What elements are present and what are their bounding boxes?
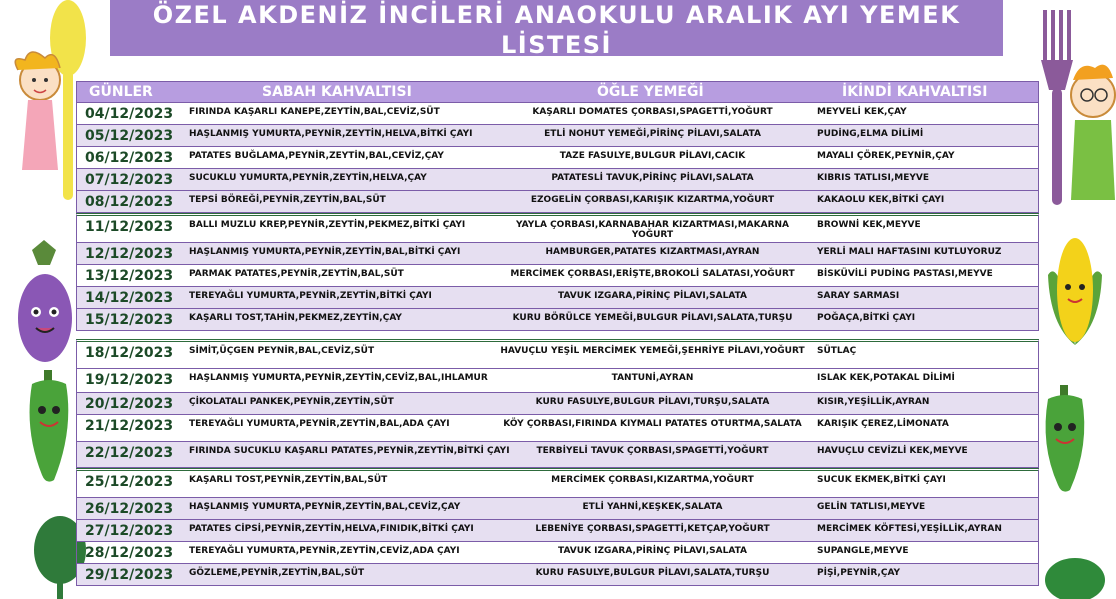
header-lunch: ÖĞLE YEMEĞİ bbox=[597, 84, 704, 100]
breakfast-cell: GÖZLEME,PEYNİR,ZEYTİN,BAL,SÜT bbox=[189, 568, 365, 578]
lunch-cell: TANTUNİ,AYRAN bbox=[611, 373, 694, 383]
lunch-cell: TAZE FASULYE,BULGUR PİLAVI,CACIK bbox=[559, 151, 746, 161]
table-row bbox=[76, 191, 1039, 213]
date-cell: 08/12/2023 bbox=[85, 194, 174, 210]
breakfast-cell: SİMİT,ÜÇGEN PEYNİR,BAL,CEVİZ,SÜT bbox=[189, 346, 375, 356]
lunch-cell: LEBENİYE ÇORBASI,SPAGETTİ,KETÇAP,YOĞURT bbox=[535, 524, 770, 534]
date-cell: 04/12/2023 bbox=[85, 106, 174, 122]
date-cell: 05/12/2023 bbox=[85, 128, 174, 144]
snack-cell: KARIŞIK ÇEREZ,LİMONATA bbox=[817, 419, 949, 429]
header-days: GÜNLER bbox=[89, 84, 153, 100]
date-cell: 29/12/2023 bbox=[85, 567, 174, 583]
lunch-cell: ETLİ NOHUT YEMEĞİ,PİRİNÇ PİLAVI,SALATA bbox=[544, 129, 761, 139]
snack-cell: PUDİNG,ELMA DİLİMİ bbox=[817, 129, 924, 139]
date-cell: 25/12/2023 bbox=[85, 474, 174, 490]
table-row bbox=[76, 442, 1039, 468]
breakfast-cell: KAŞARLI TOST,TAHİN,PEKMEZ,ZEYTİN,ÇAY bbox=[189, 313, 402, 323]
snack-cell: KIBRIS TATLISI,MEYVE bbox=[817, 173, 929, 183]
date-cell: 19/12/2023 bbox=[85, 372, 174, 388]
lunch-cell: TAVUK IZGARA,PİRİNÇ PİLAVI,SALATA bbox=[558, 546, 747, 556]
date-cell: 28/12/2023 bbox=[85, 545, 174, 561]
green-pepper-right-illustration bbox=[1040, 385, 1090, 495]
breakfast-cell: PATATES BUĞLAMA,PEYNİR,ZEYTİN,BAL,CEVİZ,ÇAY bbox=[189, 151, 444, 161]
leaf-right-illustration bbox=[1040, 550, 1110, 599]
date-cell: 14/12/2023 bbox=[85, 290, 174, 306]
breakfast-cell: ÇİKOLATALI PANKEK,PEYNİR,ZEYTİN,SÜT bbox=[189, 397, 394, 407]
breakfast-cell: SUCUKLU YUMURTA,PEYNİR,ZEYTİN,HELVA,ÇAY bbox=[189, 173, 427, 183]
lunch-cell: MERCİMEK ÇORBASI,ERİŞTE,BROKOLİ SALATASI,YOĞURT bbox=[510, 269, 795, 279]
snack-cell: POĞAÇA,BİTKİ ÇAYI bbox=[817, 313, 916, 323]
table-row bbox=[76, 468, 1039, 498]
corn-illustration bbox=[1040, 215, 1110, 365]
lunch-cell: TERBİYELİ TAVUK ÇORBASI,SPAGETTİ,YOĞURT bbox=[536, 446, 769, 456]
snack-cell: GELİN TATLISI,MEYVE bbox=[817, 502, 926, 512]
breakfast-cell: TEREYAĞLI YUMURTA,PEYNİR,ZEYTİN,BAL,ADA ÇAYI bbox=[189, 419, 450, 429]
breakfast-cell: HAŞLANMIŞ YUMURTA,PEYNİR,ZEYTİN,BAL,CEVİZ,ÇAY bbox=[189, 502, 461, 512]
menu-table bbox=[76, 81, 1039, 586]
snack-cell: SÜTLAÇ bbox=[817, 346, 857, 356]
snack-cell: YERLİ MALI HAFTASINI KUTLUYORUZ bbox=[817, 247, 1002, 257]
snack-cell: MERCİMEK KÖFTESİ,YEŞİLLİK,AYRAN bbox=[817, 524, 1002, 534]
header-breakfast: SABAH KAHVALTISI bbox=[262, 84, 412, 100]
page-title: ÖZEL AKDENİZ İNCİLERİ ANAOKULU ARALIK AYI YEMEK LİSTESİ bbox=[110, 0, 1003, 56]
table-row bbox=[76, 287, 1039, 309]
table-row bbox=[76, 415, 1039, 442]
lunch-cell: KURU BÖRÜLCE YEMEĞİ,BULGUR PİLAVI,SALATA,TURŞU bbox=[512, 313, 793, 323]
breakfast-cell: PARMAK PATATES,PEYNİR,ZEYTİN,BAL,SÜT bbox=[189, 269, 404, 279]
breakfast-cell: HAŞLANMIŞ YUMURTA,PEYNİR,ZEYTİN,HELVA,BİTKİ ÇAYI bbox=[189, 129, 473, 139]
breakfast-cell: KAŞARLI TOST,PEYNİR,ZEYTİN,BAL,SÜT bbox=[189, 475, 388, 485]
table-row bbox=[76, 564, 1039, 586]
snack-cell: SUCUK EKMEK,BİTKİ ÇAYI bbox=[817, 475, 946, 485]
table-row bbox=[76, 243, 1039, 265]
snack-cell: SARAY SARMASI bbox=[817, 291, 900, 301]
snack-cell: KISIR,YEŞİLLİK,AYRAN bbox=[817, 397, 930, 407]
lunch-cell: ETLİ YAHNİ,KEŞKEK,SALATA bbox=[582, 502, 723, 512]
date-cell: 26/12/2023 bbox=[85, 501, 174, 517]
lunch-cell: PATATESLİ TAVUK,PİRİNÇ PİLAVI,SALATA bbox=[551, 173, 754, 183]
lunch-cell: HAMBURGER,PATATES KIZARTMASI,AYRAN bbox=[545, 247, 760, 257]
lunch-cell: KAŞARLI DOMATES ÇORBASI,SPAGETTİ,YOĞURT bbox=[532, 107, 773, 117]
lunch-cell: YAYLA ÇORBASI,KARNABAHAR KIZARTMASI,MAKARNA YOĞURT bbox=[515, 220, 790, 240]
breakfast-cell: FIRINDA SUCUKLU KAŞARLI PATATES,PEYNİR,ZEYTİN,BİTKİ ÇAYI bbox=[189, 446, 510, 456]
date-cell: 12/12/2023 bbox=[85, 246, 174, 262]
breakfast-cell: HAŞLANMIŞ YUMURTA,PEYNİR,ZEYTİN,CEVİZ,BAL,IHLAMUR bbox=[189, 373, 488, 383]
table-row bbox=[76, 393, 1039, 415]
snack-cell: MEYVELİ KEK,ÇAY bbox=[817, 107, 907, 117]
breakfast-cell: TEREYAĞLI YUMURTA,PEYNİR,ZEYTİN,CEVİZ,ADA ÇAYI bbox=[189, 546, 460, 556]
eggplant-illustration bbox=[14, 240, 76, 365]
lunch-cell: EZOGELİN ÇORBASI,KARIŞIK KIZARTMA,YOĞURT bbox=[530, 195, 775, 205]
breakfast-cell: TEREYAĞLI YUMURTA,PEYNİR,ZEYTİN,BİTKİ ÇAYI bbox=[189, 291, 432, 301]
table-row bbox=[76, 125, 1039, 147]
snack-cell: MAYALI ÇÖREK,PEYNİR,ÇAY bbox=[817, 151, 955, 161]
table-row bbox=[76, 542, 1039, 564]
table-row bbox=[76, 520, 1039, 542]
date-cell: 22/12/2023 bbox=[85, 445, 174, 461]
date-cell: 27/12/2023 bbox=[85, 523, 174, 539]
lunch-cell: KURU FASULYE,BULGUR PİLAVI,SALATA,TURŞU bbox=[535, 568, 770, 578]
lunch-cell: TAVUK IZGARA,PİRİNÇ PİLAVI,SALATA bbox=[558, 291, 747, 301]
lunch-cell: KURU FASULYE,BULGUR PİLAVI,TURŞU,SALATA bbox=[535, 397, 770, 407]
table-row bbox=[76, 147, 1039, 169]
lunch-cell: KÖY ÇORBASI,FIRINDA KIYMALI PATATES OTURTMA,SALATA bbox=[503, 419, 802, 429]
date-cell: 06/12/2023 bbox=[85, 150, 174, 166]
date-cell: 20/12/2023 bbox=[85, 396, 174, 412]
table-row bbox=[76, 309, 1039, 331]
snack-cell: BİSKÜVİLİ PUDİNG PASTASI,MEYVE bbox=[817, 269, 993, 279]
snack-cell: ISLAK KEK,POTAKAL DİLİMİ bbox=[817, 373, 955, 383]
table-row bbox=[76, 369, 1039, 393]
breakfast-cell: FIRINDA KAŞARLI KANEPE,ZEYTİN,BAL,CEVİZ,SÜT bbox=[189, 107, 440, 117]
breakfast-cell: HAŞLANMIŞ YUMURTA,PEYNİR,ZEYTİN,BAL,BİTKİ ÇAYI bbox=[189, 247, 461, 257]
table-header bbox=[76, 81, 1039, 103]
breakfast-cell: TEPSİ BÖREĞİ,PEYNİR,ZEYTİN,BAL,SÜT bbox=[189, 195, 386, 205]
date-cell: 15/12/2023 bbox=[85, 312, 174, 328]
lunch-cell: MERCİMEK ÇORBASI,KIZARTMA,YOĞURT bbox=[551, 475, 754, 485]
breakfast-cell: PATATES CİPSİ,PEYNİR,ZEYTİN,HELVA,FINIDIK,BİTKİ ÇAYI bbox=[189, 524, 474, 534]
lunch-cell: HAVUÇLU YEŞİL MERCİMEK YEMEĞİ,ŞEHRİYE PİLAVI,YOĞURT bbox=[500, 346, 805, 356]
table-row bbox=[76, 265, 1039, 287]
green-pepper-illustration bbox=[24, 370, 74, 485]
date-cell: 13/12/2023 bbox=[85, 268, 174, 284]
snack-cell: PİŞİ,PEYNİR,ÇAY bbox=[817, 568, 901, 578]
header-snack: İKİNDİ KAHVALTISI bbox=[842, 84, 988, 100]
table-row bbox=[76, 103, 1039, 125]
breakfast-cell: BALLI MUZLU KREP,PEYNİR,ZEYTİN,PEKMEZ,BİTKİ ÇAYI bbox=[189, 220, 466, 230]
table-row bbox=[76, 169, 1039, 191]
date-cell: 07/12/2023 bbox=[85, 172, 174, 188]
snack-cell: HAVUÇLU CEVİZLİ KEK,MEYVE bbox=[817, 446, 968, 456]
date-cell: 21/12/2023 bbox=[85, 418, 174, 434]
snack-cell: SUPANGLE,MEYVE bbox=[817, 546, 909, 556]
date-cell: 11/12/2023 bbox=[85, 219, 174, 235]
table-row bbox=[76, 339, 1039, 369]
table-row bbox=[76, 213, 1039, 243]
snack-cell: KAKAOLU KEK,BİTKİ ÇAYI bbox=[817, 195, 945, 205]
table-row bbox=[76, 498, 1039, 520]
date-cell: 18/12/2023 bbox=[85, 345, 174, 361]
snack-cell: BROWNİ KEK,MEYVE bbox=[817, 220, 921, 230]
